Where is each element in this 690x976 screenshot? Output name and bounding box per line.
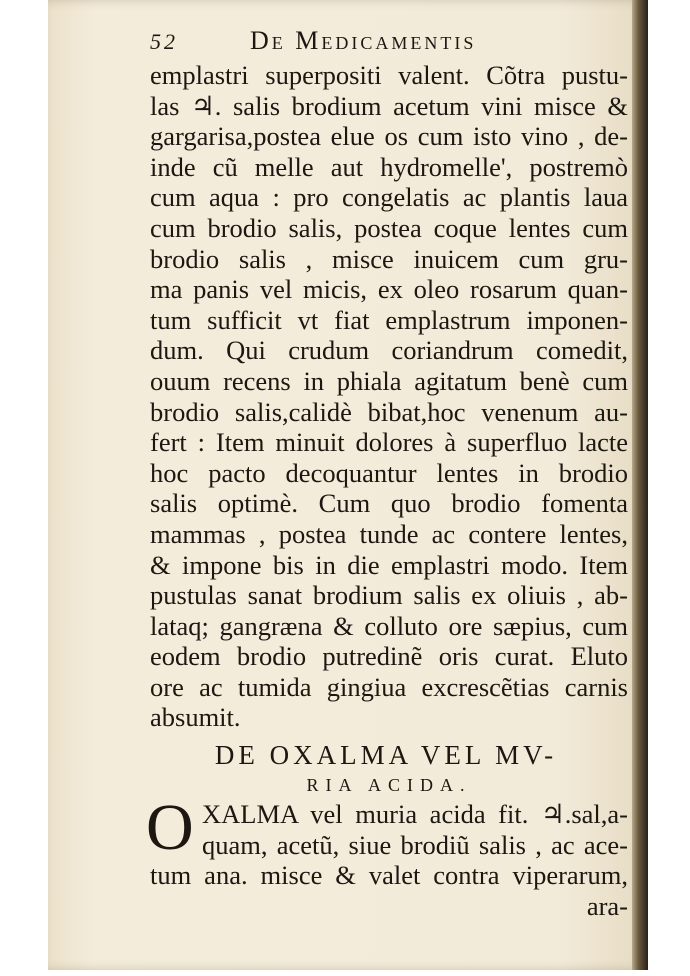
- text-line: quam, acetũ, siue brodiũ salis , ac ace-: [202, 829, 628, 860]
- text-line: absumit.: [150, 702, 241, 733]
- section-heading: DE OXALMA VEL MV-: [214, 740, 558, 771]
- page-number: 52: [150, 29, 178, 54]
- running-head: [150, 26, 628, 60]
- text-line: ouum recens in phiala agitatum benè cum: [150, 365, 628, 396]
- running-title: De Medicamentis: [250, 26, 477, 55]
- text-line: cum brodio salis, postea coque lentes cum: [150, 212, 628, 243]
- text-block: [146, 26, 628, 921]
- text-line: cum aqua : pro congelatis ac plantis laua: [150, 182, 628, 213]
- text-line: hoc pacto decoquantur lentes in brodio: [150, 457, 628, 488]
- text-line: ma panis vel micis, ex oleo rosarum quan-: [150, 274, 628, 305]
- text-line: emplastri superpositi valent. Cõtra pustu-: [150, 60, 628, 90]
- page-gutter-edge: [632, 0, 648, 970]
- text-line: ore ac tumida gingiua excrescẽtias carnis: [150, 671, 628, 702]
- text-line: & impone bis in die emplastri modo. Item: [150, 549, 628, 580]
- text-line: mammas , postea tunde ac contere lentes,: [150, 518, 628, 549]
- text-line: tum sufficit vt fiat emplastrum imponen-: [150, 304, 628, 335]
- text-line: gargarisa,postea elue os cum isto vino , de-: [150, 121, 628, 152]
- text-line: dum. Qui crudum coriandrum comedit,: [150, 335, 628, 366]
- drop-cap-initial: O: [146, 791, 194, 865]
- section-paragraph: [146, 791, 628, 891]
- text-line: las ♃. salis brodium acetum vini misce &: [150, 90, 628, 121]
- text-line: pustulas sanat brodium salis ex oliuis , ab-: [150, 580, 628, 611]
- text-line: inde cũ melle aut hydromelle', postremò: [150, 151, 628, 182]
- text-line: salis optimè. Cum quo brodio fomenta: [150, 488, 628, 519]
- catchword: ara-: [586, 890, 628, 921]
- text-line: XALMA vel muria acida fit. ♃.sal,a-: [202, 799, 628, 830]
- body-paragraph: [150, 60, 628, 733]
- text-line: brodio salis , misce inuicem cum gru-: [150, 243, 628, 274]
- text-line: brodio salis,calidè bibat,hoc venenum au-: [150, 396, 628, 427]
- section-subheading: RIA ACIDA.: [306, 775, 472, 796]
- text-line: fert : Item minuit dolores à superfluo lacte: [150, 427, 628, 458]
- text-line: tum ana. misce & valet contra viperarum,: [150, 860, 628, 891]
- text-line: lataq; gangræna & colluto ore sæpius, cum: [150, 610, 628, 641]
- text-line: eodem brodio putredinẽ oris curat. Eluto: [150, 641, 628, 672]
